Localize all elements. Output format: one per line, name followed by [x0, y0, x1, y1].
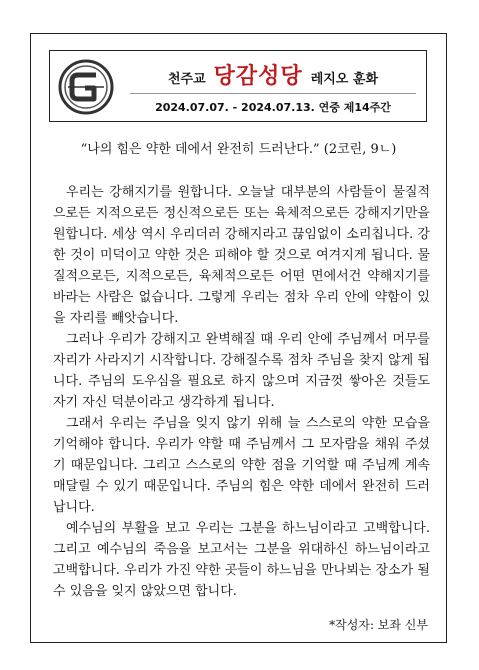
parish-name: 당감성당 — [213, 64, 303, 89]
paragraph: 그래서 우리는 주님을 잊지 않기 위해 늘 스스로의 약한 모습을 기억해야 합니다. 우리가 약할 때 주님께서 그 모자람을 채워 주셨기 때문입니다. 그리고 스스로의 약한 점을 기억할 때 주님께 계속 매달릴 수 있기 때문입니다. 주님의 힘은 약한 데에서 완전히 드러납니다. — [53, 416, 430, 515]
paragraph: 예수님의 부활을 보고 우리는 그분을 하느님이라고 고백합니다. 그리고 예수님의 죽음을 보고서는 그분을 위대하신 하느님이라고 고백합니다. 우리가 가진 약한 곳들이 하느님을 만나뵈는 장소가 될 수 있음을 잊지 않았으면 합니다. — [53, 521, 430, 599]
title-prefix: 천주교 — [167, 72, 206, 87]
title-row — [120, 59, 426, 95]
document-frame — [30, 33, 447, 643]
paragraph: 그러나 우리가 강해지고 완벽해질 때 우리 안에 주님께서 머무를 자리가 사라지기 시작합니다. 강해질수록 점차 주님을 찾지 않게 됩니다. 주님의 도우심을 필요로 하지 않으며 지금껏 쌓아온 것들도 자기 자신 덕분이라고 생각하게 됩니다. — [53, 332, 430, 410]
homily-body — [53, 182, 430, 602]
author-credit: *작성자: 보좌 신부 — [329, 618, 428, 632]
scripture-quote: “나의 힘은 약한 데에서 완전히 드러난다.” (2코린, 9ㄴ) — [80, 142, 397, 157]
header-box — [49, 50, 427, 122]
legio-logo-icon — [58, 59, 114, 115]
date-range: 2024.07.07. - 2024.07.13. 연중 제14주간 — [120, 99, 426, 119]
title-suffix: 레지오 훈화 — [310, 72, 379, 87]
paragraph: 우리는 강해지기를 원합니다. 오늘날 대부분의 사람들이 물질적으로든 지적으로든 정신적으로든 또는 육체적으로든 강해지기만을 원합니다. 세상 역시 우리더러 강해지라고 끊임없이 소리칩니다. 강한 것이 미덕이고 약한 것은 피해야 할 것으로 여겨지게 됩니다. 물질적으로든, 지적으로든, 육체적으로든 어떤 면에서건 약해지기를 바라는 사람은 없습니다. 그렇게 우리는 점차 우리 안에 약함이 있을 자리를 빼앗습니다. — [53, 185, 430, 326]
